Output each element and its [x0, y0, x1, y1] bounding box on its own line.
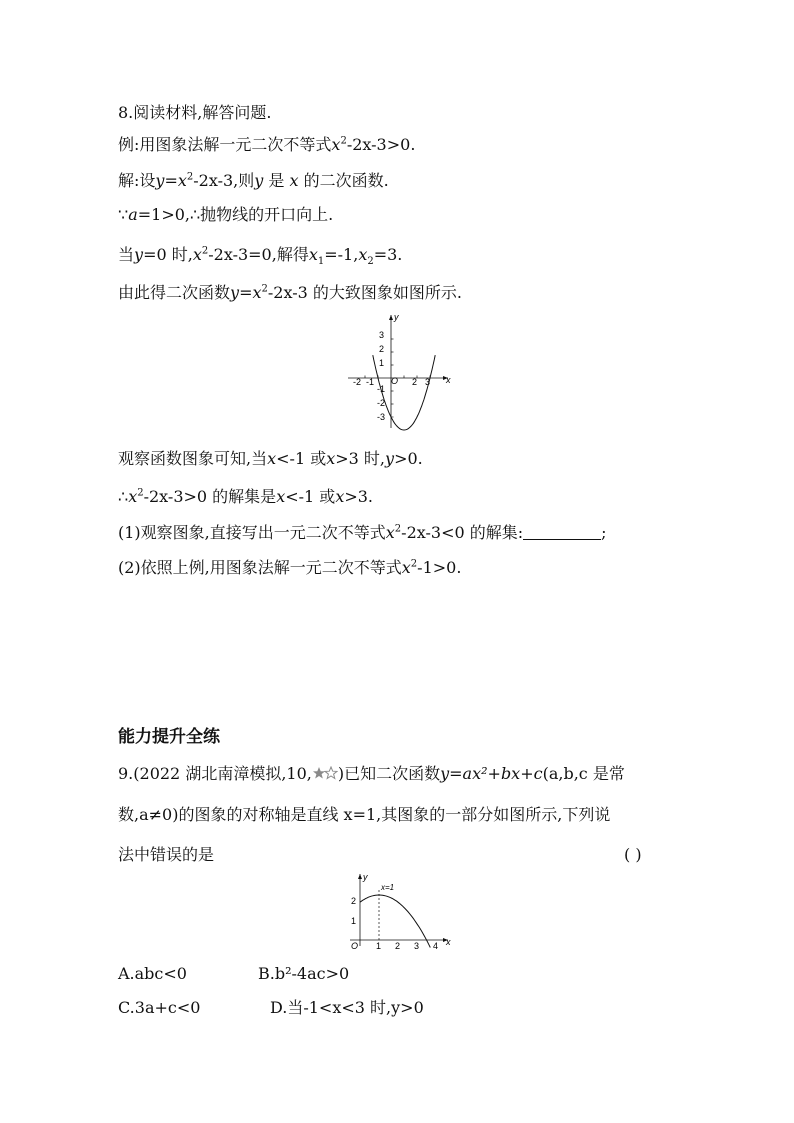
x-tick-3: 3	[425, 377, 431, 387]
q8-part2: (2)依照上例,用图象法解一元二次不等式$x^2-1>0$.	[118, 558, 462, 577]
option-c[interactable]: C.3a+c<0	[118, 998, 201, 1017]
q8-observe: 观察函数图象可知,当x<-1 或x>3 时,y>0.	[118, 449, 423, 468]
y-tick-1: 1	[351, 916, 357, 926]
axis-label-x: x	[446, 937, 451, 947]
q8-example: 例:用图象法解一元二次不等式$x^2-2x-3>0$.	[118, 135, 416, 154]
origin-label: O	[391, 376, 399, 386]
answer-blank[interactable]	[523, 523, 601, 540]
x-tick-4: 4	[433, 941, 439, 951]
x-tick-1: 1	[376, 941, 382, 951]
q9-line2: 数,a≠0)的图象的对称轴是直线 x=1,其图象的一部分如图所示,下列说	[118, 805, 611, 824]
x-tick-3: 3	[414, 941, 420, 951]
q8-graph-intro: 由此得二次函数$y=x^2-2x-3$ 的大致图象如图所示.	[118, 283, 462, 302]
q9-line3: 法中错误的是	[118, 845, 215, 864]
graph-parabola-1	[340, 310, 460, 435]
x-tick-2: 2	[395, 941, 401, 951]
option-d[interactable]: D.当-1<x<3 时,y>0	[270, 998, 424, 1017]
answer-parentheses[interactable]: ( )	[624, 845, 642, 864]
x-tick-2: 2	[412, 377, 418, 387]
axis-label-y: y	[394, 312, 399, 322]
option-b[interactable]: B.b²-4ac>0	[258, 964, 350, 983]
y-tick-3: 3	[379, 330, 385, 340]
graph-parabola-2	[338, 870, 458, 952]
difficulty-stars-icon	[312, 766, 338, 780]
q9-line1: 9.(2022 湖北南漳模拟,10, )已知二次函数y=ax²+bx+c(a,b,c 是常	[118, 764, 625, 783]
q8-therefore: $\therefore x^2-2x-3>0$ 的解集是x<-1 或x>3.	[118, 487, 374, 506]
axis-label-x: x	[446, 375, 451, 385]
y-tick--2: -2	[377, 398, 386, 408]
q8-part1: (1)观察图象,直接写出一元二次不等式$x^2-2x-3<0$ 的解集: ;	[118, 523, 607, 542]
y-axis-arrow	[389, 315, 393, 320]
option-a[interactable]: A.abc<0	[118, 964, 187, 983]
y-tick--3: -3	[377, 412, 386, 422]
y-tick-1: 1	[379, 358, 385, 368]
y-tick--1: -1	[377, 384, 386, 394]
x-tick--1: -1	[366, 377, 375, 387]
q8-when: 当y=0 时$,x^2-2x-3=0$,解得$x_1=-1,x_2=3$.	[118, 245, 403, 268]
origin-label: O	[351, 941, 359, 951]
symmetry-label: x=1	[381, 883, 395, 892]
section-title: 能力提升全练	[118, 727, 220, 747]
y-tick-2: 2	[351, 896, 357, 906]
q8-solution: 解:设$y=x^2-2x-3$,则y 是 x 的二次函数.	[118, 171, 389, 190]
y-tick-2: 2	[379, 344, 385, 354]
q8-title: 8.阅读材料,解答问题.	[118, 103, 272, 122]
q8-because: ∵a=1>0,∴抛物线的开口向上.	[118, 205, 334, 224]
x-tick--2: -2	[353, 377, 362, 387]
axis-label-y: y	[363, 872, 368, 882]
y-axis-arrow	[358, 874, 362, 879]
